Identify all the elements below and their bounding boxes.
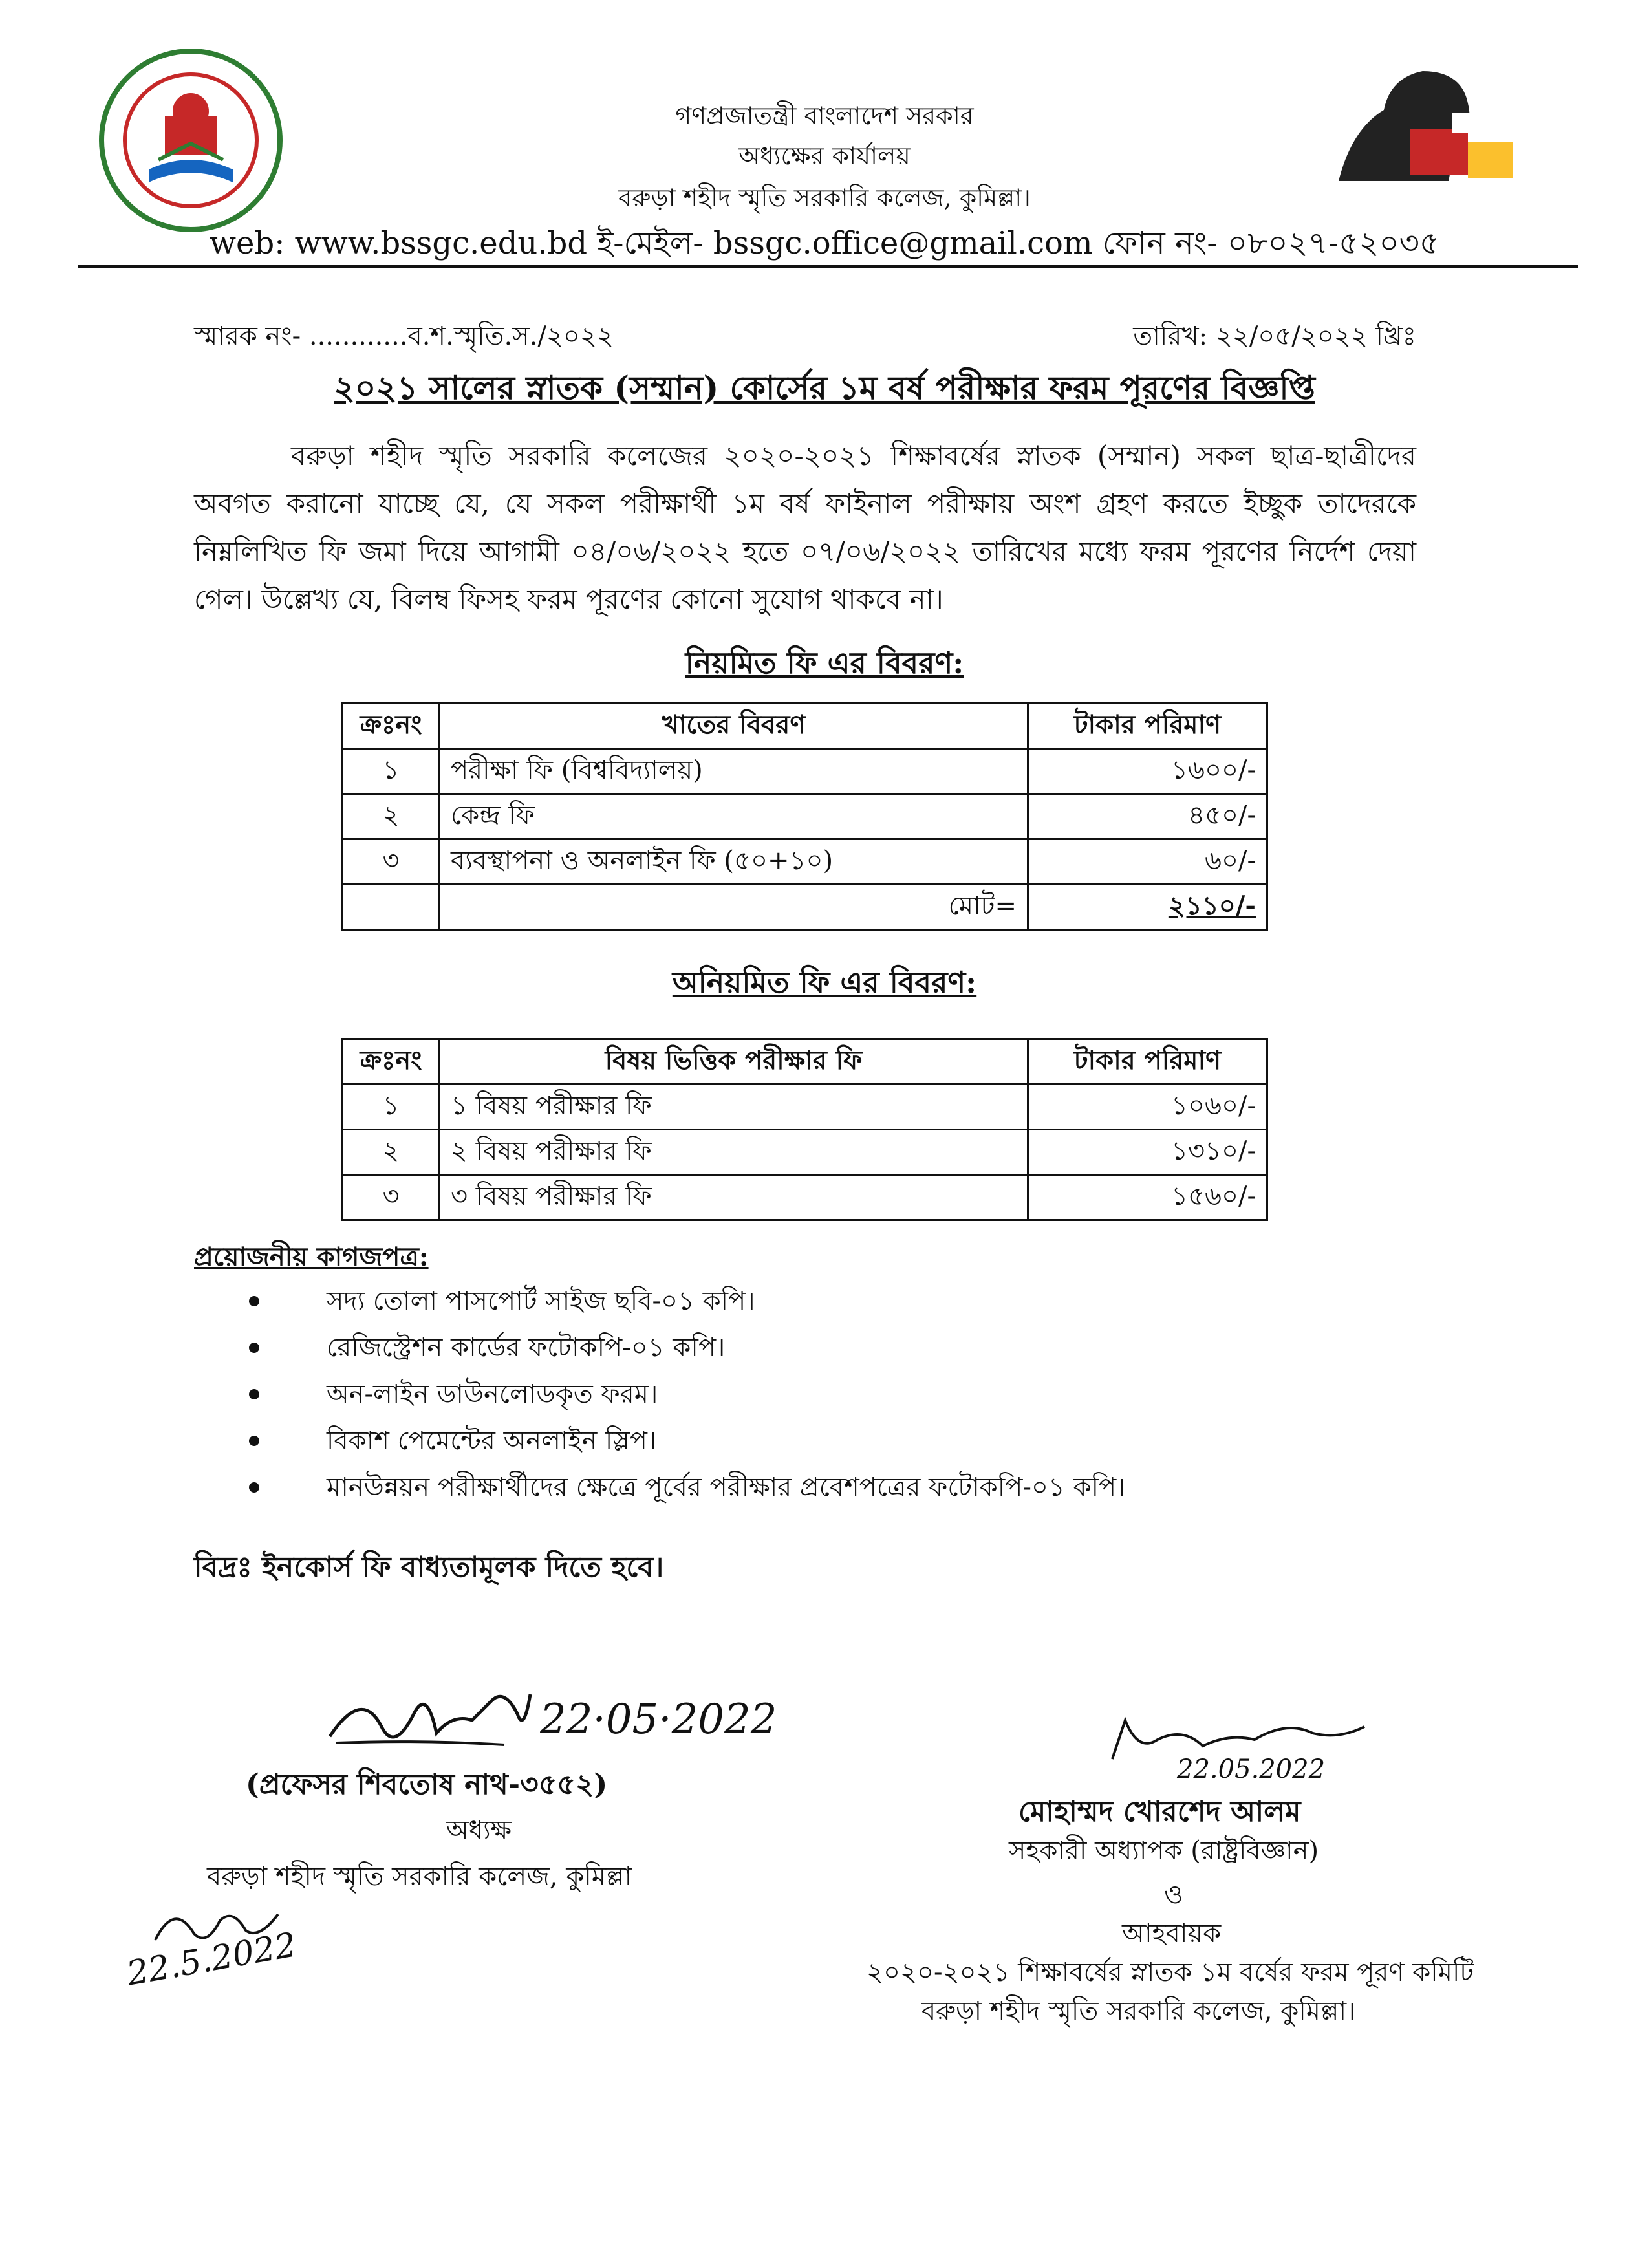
principal-institution: বরুড়া শহীদ স্মৃতি সরকারি কলেজ, কুমিল্লা (207, 1862, 632, 1892)
notice-body-text: বরুড়া শহীদ স্মৃতি সরকারি কলেজের ২০২০-২০২১ শিক্ষাবর্ষের স্নাতক (সম্মান) সকল ছাত্র-ছাত্রীদের অবগত করানো যাচ্ছে যে, যে সকল পরীক্ষার্থী ১ম বর্ষ ফাইনাল পরীক্ষায় অংশ গ্রহণ করতে ইচ্ছুক তাদেরকে নিম্নলিখিত ফি জমা দিয়ে আগামী ০৪/০৬/২০২২ হতে ০৭/০৬/২০২২ তারিখের মধ্যে ফরম পূরণের নির্দেশ দেয়া গেল। উল্লেখ্য যে, বিলম্ব ফিসহ ফরম পূরণের কোনো সুযোগ থাকবে না। (194, 440, 1416, 615)
header-divider (78, 265, 1578, 268)
table-row (343, 1175, 1267, 1220)
row-serial: ২ (343, 794, 440, 839)
table-total-row (343, 885, 1267, 930)
col-header-serial: ক্রঃনং (343, 704, 440, 749)
row-serial: ৩ (343, 839, 440, 885)
notice-body (194, 432, 1416, 623)
row-amount: ১৫৬০/- (1028, 1175, 1267, 1220)
col-header-description: খাতের বিবরণ (440, 704, 1028, 749)
required-docs-list (249, 1278, 1478, 1511)
table-row (343, 794, 1267, 839)
signature-right-date: 22.05.2022 (1177, 1755, 1326, 1784)
bullet-icon (249, 1343, 259, 1353)
irregular-fee-heading: অনিয়মিত ফি এর বিবরণ: (672, 965, 977, 1000)
header-govt: গণপ্রজাতন্ত্রী বাংলাদেশ সরকার (675, 102, 974, 130)
total-amount: ২১১০/- (1028, 885, 1267, 930)
list-item-text: মানউন্নয়ন পরীক্ষার্থীদের ক্ষেত্রে পূর্বের পরীক্ষার প্রবেশপত্রের ফটোকপি-০১ কপি। (327, 1473, 1126, 1502)
row-serial: ১ (343, 749, 440, 794)
row-amount: ৬০/- (1028, 839, 1267, 885)
bullet-icon (249, 1296, 259, 1306)
convener-institution: বরুড়া শহীদ স্মৃতি সরকারি কলেজ, কুমিল্লা। (921, 1996, 1356, 2026)
memo-ref: স্মারক নং- ............ব.শ.স্মৃতি.স./২০২২ (194, 321, 614, 351)
header-contact: web: www.bssgc.edu.bd ই-মেইল- bssgc.office@gmail.com ফোন নং- ০৮০২৭-৫২০৩৫ (209, 225, 1440, 261)
header-college: বরুড়া শহীদ স্মৃতি সরকারি কলেজ, কুমিল্লা। (618, 184, 1031, 212)
signature-left-scribble (323, 1675, 537, 1759)
col-header-description: বিষয় ভিত্তিক পরীক্ষার ফি (440, 1039, 1028, 1085)
total-empty-cell (343, 885, 440, 930)
table-row (343, 749, 1267, 794)
row-amount: ১০৬০/- (1028, 1085, 1267, 1130)
row-description: ব্যবস্থাপনা ও অনলাইন ফি (৫০+১০) (440, 839, 1028, 885)
regular-fee-table (341, 702, 1268, 931)
notice-title: ২০২১ সালের স্নাতক (সম্মান) কোর্সের ১ম বর্ষ পরীক্ষার ফরম পূরণের বিজ্ঞপ্তি (334, 369, 1315, 407)
row-serial: ১ (343, 1085, 440, 1130)
row-serial: ২ (343, 1130, 440, 1175)
signature-left-date: 22·05·2022 (540, 1696, 777, 1744)
convener-designation: সহকারী অধ্যাপক (রাষ্ট্রবিজ্ঞান) (1009, 1836, 1319, 1866)
total-label: মোট= (440, 885, 1028, 930)
row-description: ৩ বিষয় পরীক্ষার ফি (440, 1175, 1028, 1220)
regular-fee-heading: নিয়মিত ফি এর বিবরণ: (685, 645, 964, 680)
col-header-amount: টাকার পরিমাণ (1028, 704, 1267, 749)
header-office: অধ্যক্ষের কার্যালয় (738, 142, 911, 170)
bullet-icon (249, 1389, 259, 1399)
row-amount: ৪৫০/- (1028, 794, 1267, 839)
note-line: বিদ্রঃ ইনকোর্স ফি বাধ্যতামূলক দিতে হবে। (194, 1551, 664, 1584)
convener-name: মোহাম্মদ খোরশেদ আলম (1018, 1795, 1301, 1828)
bullet-icon (249, 1436, 259, 1446)
col-header-serial: ক্রঃনং (343, 1039, 440, 1085)
irregular-fee-table (341, 1038, 1268, 1221)
list-item (249, 1278, 1478, 1324)
convener-role: আহবায়ক (1122, 1919, 1222, 1949)
principal-designation: অধ্যক্ষ (446, 1815, 512, 1845)
row-description: ১ বিষয় পরীক্ষার ফি (440, 1085, 1028, 1130)
principal-name: (প্রফেসর শিবতোষ নাথ-৩৫৫২) (246, 1768, 608, 1801)
row-amount: ১৬০০/- (1028, 749, 1267, 794)
list-item (249, 1371, 1478, 1418)
row-description: ২ বিষয় পরীক্ষার ফি (440, 1130, 1028, 1175)
col-header-amount: টাকার পরিমাণ (1028, 1039, 1267, 1085)
list-item-text: বিকাশ পেমেন্টের অনলাইন স্লিপ। (327, 1426, 657, 1456)
committee-name: ২০২০-২০২১ শিক্ষাবর্ষের স্নাতক ১ম বর্ষের ফরম পূরণ কমিটি (867, 1958, 1474, 1987)
list-item-text: অন-লাইন ডাউনলোডকৃত ফরম। (327, 1379, 658, 1409)
list-item (249, 1324, 1478, 1371)
row-serial: ৩ (343, 1175, 440, 1220)
row-description: কেন্দ্র ফি (440, 794, 1028, 839)
convener-and: ও (1164, 1880, 1183, 1910)
bullet-icon (249, 1482, 259, 1493)
table-header-row (343, 1039, 1267, 1085)
list-item-text: রেজিস্ট্রেশন কার্ডের ফটোকপি-০১ কপি। (327, 1333, 726, 1363)
table-row (343, 1130, 1267, 1175)
table-row (343, 839, 1267, 885)
row-description: পরীক্ষা ফি (বিশ্ববিদ্যালয়) (440, 749, 1028, 794)
initial-date: 22.5.2022 (124, 1925, 299, 1994)
list-item-text: সদ্য তোলা পাসপোর্ট সাইজ ছবি-০১ কপি। (327, 1286, 755, 1316)
list-item (249, 1464, 1478, 1511)
row-amount: ১৩১০/- (1028, 1130, 1267, 1175)
required-docs-heading: প্রয়োজনীয় কাগজপত্র: (194, 1242, 429, 1272)
memo-date: তারিখ: ২২/০৫/২০২২ খ্রিঃ (1133, 321, 1416, 351)
list-item (249, 1418, 1478, 1464)
table-row (343, 1085, 1267, 1130)
table-header-row (343, 704, 1267, 749)
